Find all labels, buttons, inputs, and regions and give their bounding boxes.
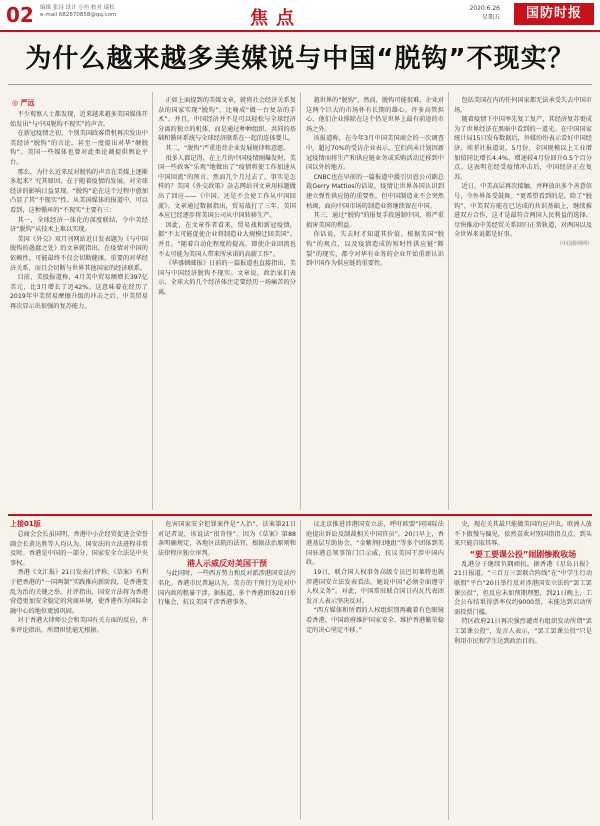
- column-divider: [152, 92, 153, 510]
- editor-email: e-mail 682870858@qq.com: [40, 12, 117, 18]
- paragraph: 近日，中美高层再次接触，并释放出多个善意信号，令外界备受鼓舞。“更希望看到的是，除了“脱钩”，中美双方能在已达成的共识基础上，继续推进双方合作，这才是最符合两国人民利益的选择。尽快推动中美经贸关系回归正常轨道，对两国以及全世界来说都是好事。: [454, 183, 592, 239]
- paragraph: 总商会会长虽国明，香港中小企经贸促进会荣誉副会长黄达胜等人均认为，国安法的立法进程非常及时。香港是中国的一部分，国家安全立法是中央事权。: [10, 531, 148, 567]
- paragraph: 美国《外交》双月刊网站近日发表题为《与中国脱钩的愚蠢之处》的文章就指出，在疫情对中国的依赖性，可能最终不仅会切断健康，重要的对华经济关系，而且会切断与世界其他国家的经济联系。: [10, 235, 148, 272]
- paragraph: 那么，为什么近来反对脱钩的声音在美媒上逐渐多起来？究其原因，在于随着疫情的发展，对全球经济的影响日益显现。“脱钩”论在这个过程中愈加凸显了其“不现实”性。从美国媒体的报道中，可以看到，这种循环的“不现实”主要有三：: [10, 168, 148, 214]
- paragraph: 你话说，失去时才知道其价值。根据美国“脱钩”的观点，以及疫情造成的短时性供应链“断裂”的现实，都令对华有业务的企业开始重新认识到中国作为供应链的重要性。: [306, 231, 444, 268]
- paragraph: 不少观察人士都发现，近来越来越多美国媒体开始发出“与中国脱钩不现实”的声音。: [10, 111, 148, 128]
- paragraph: 其二，“脱钩”严重违背企业发展规律和意愿。: [165, 144, 290, 152]
- paragraph: 正如上面提到的美媒文章，就将社会经济关系复杂的国家实现“脱钩”，比喻成“做一台复杂的手术”。并且，中国经济并不是可以轻松与全球经济分离的独立的机体，而是通过种种组织、共同的基础和循环系统与全球经济联系在一起的连体婴儿。: [158, 97, 296, 143]
- section-title: 焦点: [250, 8, 302, 29]
- article-column-2: [158, 96, 296, 510]
- paragraph: 史，现在关其最只能做美国的应声虫。欧洲人放不下傲慢与偏见，依然喜欢对别国指指点点，到头来只能自取其辱。: [454, 521, 592, 548]
- continued-label: 上接01版: [10, 520, 41, 528]
- weekday-text: 星期五: [481, 14, 500, 21]
- editor-line: 编辑 张浔 设计 小鱼 校对 瑞松: [40, 5, 115, 11]
- article-source: （中国侨网网）: [556, 240, 592, 247]
- paragraph: 目前，美股报道称，4月美中贸易额增长397亿美元，比3月增长了近42%。这意味着在经历了2019年中美贸易摩擦升级的冲击之后，中美贸易再次显示出很强的复苏能力。: [10, 274, 148, 310]
- date-text: 2020.6.26: [469, 5, 500, 12]
- paragraph: 乱港分子继续负隅顽抗。据香港《星岛日报》21日报道，“三百万三罢联合阵线”在“中学生行动联盟”平台“20日举行反对涉港国安立法的“罢工罢课公投”，但反应未如预期理想，到21日晚上，工会公布结果得票率仅约9000票，未能达到启动所需投票门槛。: [454, 560, 592, 616]
- page-number: 02: [6, 3, 34, 27]
- article-byline: ◎ 严远: [12, 99, 35, 107]
- article-column-4: [454, 96, 592, 510]
- paragraph: 在新冠疫情之初，个别美国政客借机再次发出中美经济“脱钩”的言论，甚至一度提出对华“硬脱钩”。美国一些媒体也曾对此类论调提供舆论平台。: [10, 130, 148, 166]
- paragraph: 很多人都记得，在上月的中国疫情刚爆发时，美国一些政客“乐观”地做出了“疫情将使工作加速从中国回流”的预言。然而几个月过去了，事实是怎样的？美国《外交政策》杂志网站刊文章用标题做出了回应——《中国，还是不会使工作从中国回流》。文章通过数据指出，贸易战打了三年，美国本应已经逐步将美国公司从中国转移生产。: [158, 154, 296, 220]
- paragraph: 香港《文汇报》21日发表社评称，《草案》有利于把香港的“一国两制”实践推向新阶段，是香港变乱为治的关键之举。社评指出，国安立法将为香港营造更加安全稳定的营商环境，使香港作为国际金融中心的地位更加巩固。: [10, 569, 148, 615]
- box-column-4: [454, 520, 592, 820]
- column-divider: [300, 92, 301, 510]
- paragraph: 与此同时，一些西方势力和反对派涉港国安法污名化。香港市民普遍认为，美方的干预行为是对中国内政的粗暴干涉。据报道，多个香港团体20日举行集会，抗议美国干涉香港事务。: [158, 570, 296, 607]
- masthead: [0, 0, 600, 32]
- paragraph: 特区政府21日再次强烈谴责有组织发动所谓“罢工罢课公投”，发言人表示，“罢工罢课公投”只是利用市民和学生达到政治目的。: [454, 618, 592, 645]
- box-subheading: 港人示威反对美国干预: [187, 559, 267, 569]
- paragraph: 危害国家安全犯罪案件是“人治”，法案第21日对记者说，该说法“很奇怪”。因为《草案》第88条明确规定，各地区法院的法官，根据法治原则和法律程序独立审判。: [158, 521, 296, 557]
- paragraph: 越世界的“脱钩”，然而，脱钩可能很难，企业对这两个巨大的市场怀有长期的雄心。许多高管担心，他们企业排除在这个仍是世界上最有前途的市场之外。: [306, 97, 444, 133]
- paragraph: “西方媒体和所谓的人权组织别再戴着有色眼镜看香港，中国政府维护国家安全、维护香港繁荣稳定的决心坚定不移。”: [306, 607, 444, 634]
- article-column-3: [306, 96, 444, 510]
- column-divider: [300, 520, 301, 820]
- newspaper-logo: 国防时报: [514, 3, 594, 25]
- box-column-1: [10, 530, 148, 820]
- column-divider: [152, 520, 153, 820]
- box-subheading: “要工要课公投”闹剧惨败收场: [469, 549, 577, 559]
- box-column-3: [306, 520, 444, 820]
- paragraph: 其一，全球经济一体化的深度联结，令中美经济“脱钩”从技术上难以实现。: [10, 216, 148, 234]
- paragraph: 随着疫情下中国率先复工复产，其经济复苏更成为了世界经济在黑暗中看到的一道光。在中国国家统计局15日发布数据后，外媒纷纷表示看好中国经济。埃菲社报道说，5月份，全国规模以上工业增加值同比增长4.4%，增速较4月份回升0.5个百分点。这表明在经受疫情冲击后，中国经济正在复苏。: [454, 116, 592, 181]
- paragraph: CNBC也在早前的一篇报道中援引贝恩公司副总裁Gerry Mattios的话说，疫情让世界各国认识到建立弹性供应链的重要性，但中国制造业不会突然枯竭，面向中国市场的制造业将继续留在中国。: [306, 173, 444, 210]
- article-headline: 为什么越来越多美媒说与中国“脱钩”不现实？: [25, 44, 575, 74]
- issue-date: [450, 4, 500, 22]
- paragraph: 该报道称，在今年3月中国美国商会的一次调查中，超过70%的受访企业表示，它们尚未计划因新冠疫情而将生产和供应链业务或采购活动迁移到中国以外的地方。: [306, 135, 444, 172]
- box-column-2: [158, 520, 296, 820]
- paragraph: 因此，在文章作者看来，贸易战和新冠疫情，都“不太可能促使企业将制造业大规模迁回美国”。并且，“随着自动化程度的提高，即使企业回流也不太可能为美国人带来所承诺的高薪工作”。: [158, 221, 296, 258]
- paragraph: 19日，联合国人权事务高级专员巴切莱特也就涉港国安立法发表看法，她说中国“必须全面遵守人权义务”。对此，中国常驻联合国日内瓦代表团发言人表示坚决反对。: [306, 568, 444, 605]
- column-divider: [448, 520, 449, 820]
- section-rule: [8, 514, 592, 516]
- article-column-1: [10, 110, 148, 510]
- headline-rule: [8, 84, 592, 85]
- paragraph: 《华盛顿邮报》日前的一篇报道也直接指出，美国与中国经济脱钩不现实。文章说，政治家们表示，全球大的几个经济体注定要经历一场痛苦的分离。: [158, 260, 296, 296]
- paragraph: 包括美国在内的任何国家都无法承受失去中国市场。: [454, 97, 592, 114]
- editor-credits: [40, 5, 116, 19]
- paragraph: 对于香港大律师公会和美国有关方面的反应，许多评论指出，所谓担忧毫无根据。: [10, 617, 148, 634]
- column-divider: [448, 92, 449, 510]
- paragraph: 其三，通过“脱钩”的报复手段遏制中国，将严重损害美国的利益。: [306, 212, 444, 229]
- paragraph: 议北京推进涉港国安立法，呼吁欧盟“同国际法庭提出诉讼及制裁相关中国官员”。20日早上，香港基层互助协会、“金紫荆扫地组”等多个团体到美国驻港总领事馆门口示威，抗议美国干涉中国内政。: [306, 521, 444, 567]
